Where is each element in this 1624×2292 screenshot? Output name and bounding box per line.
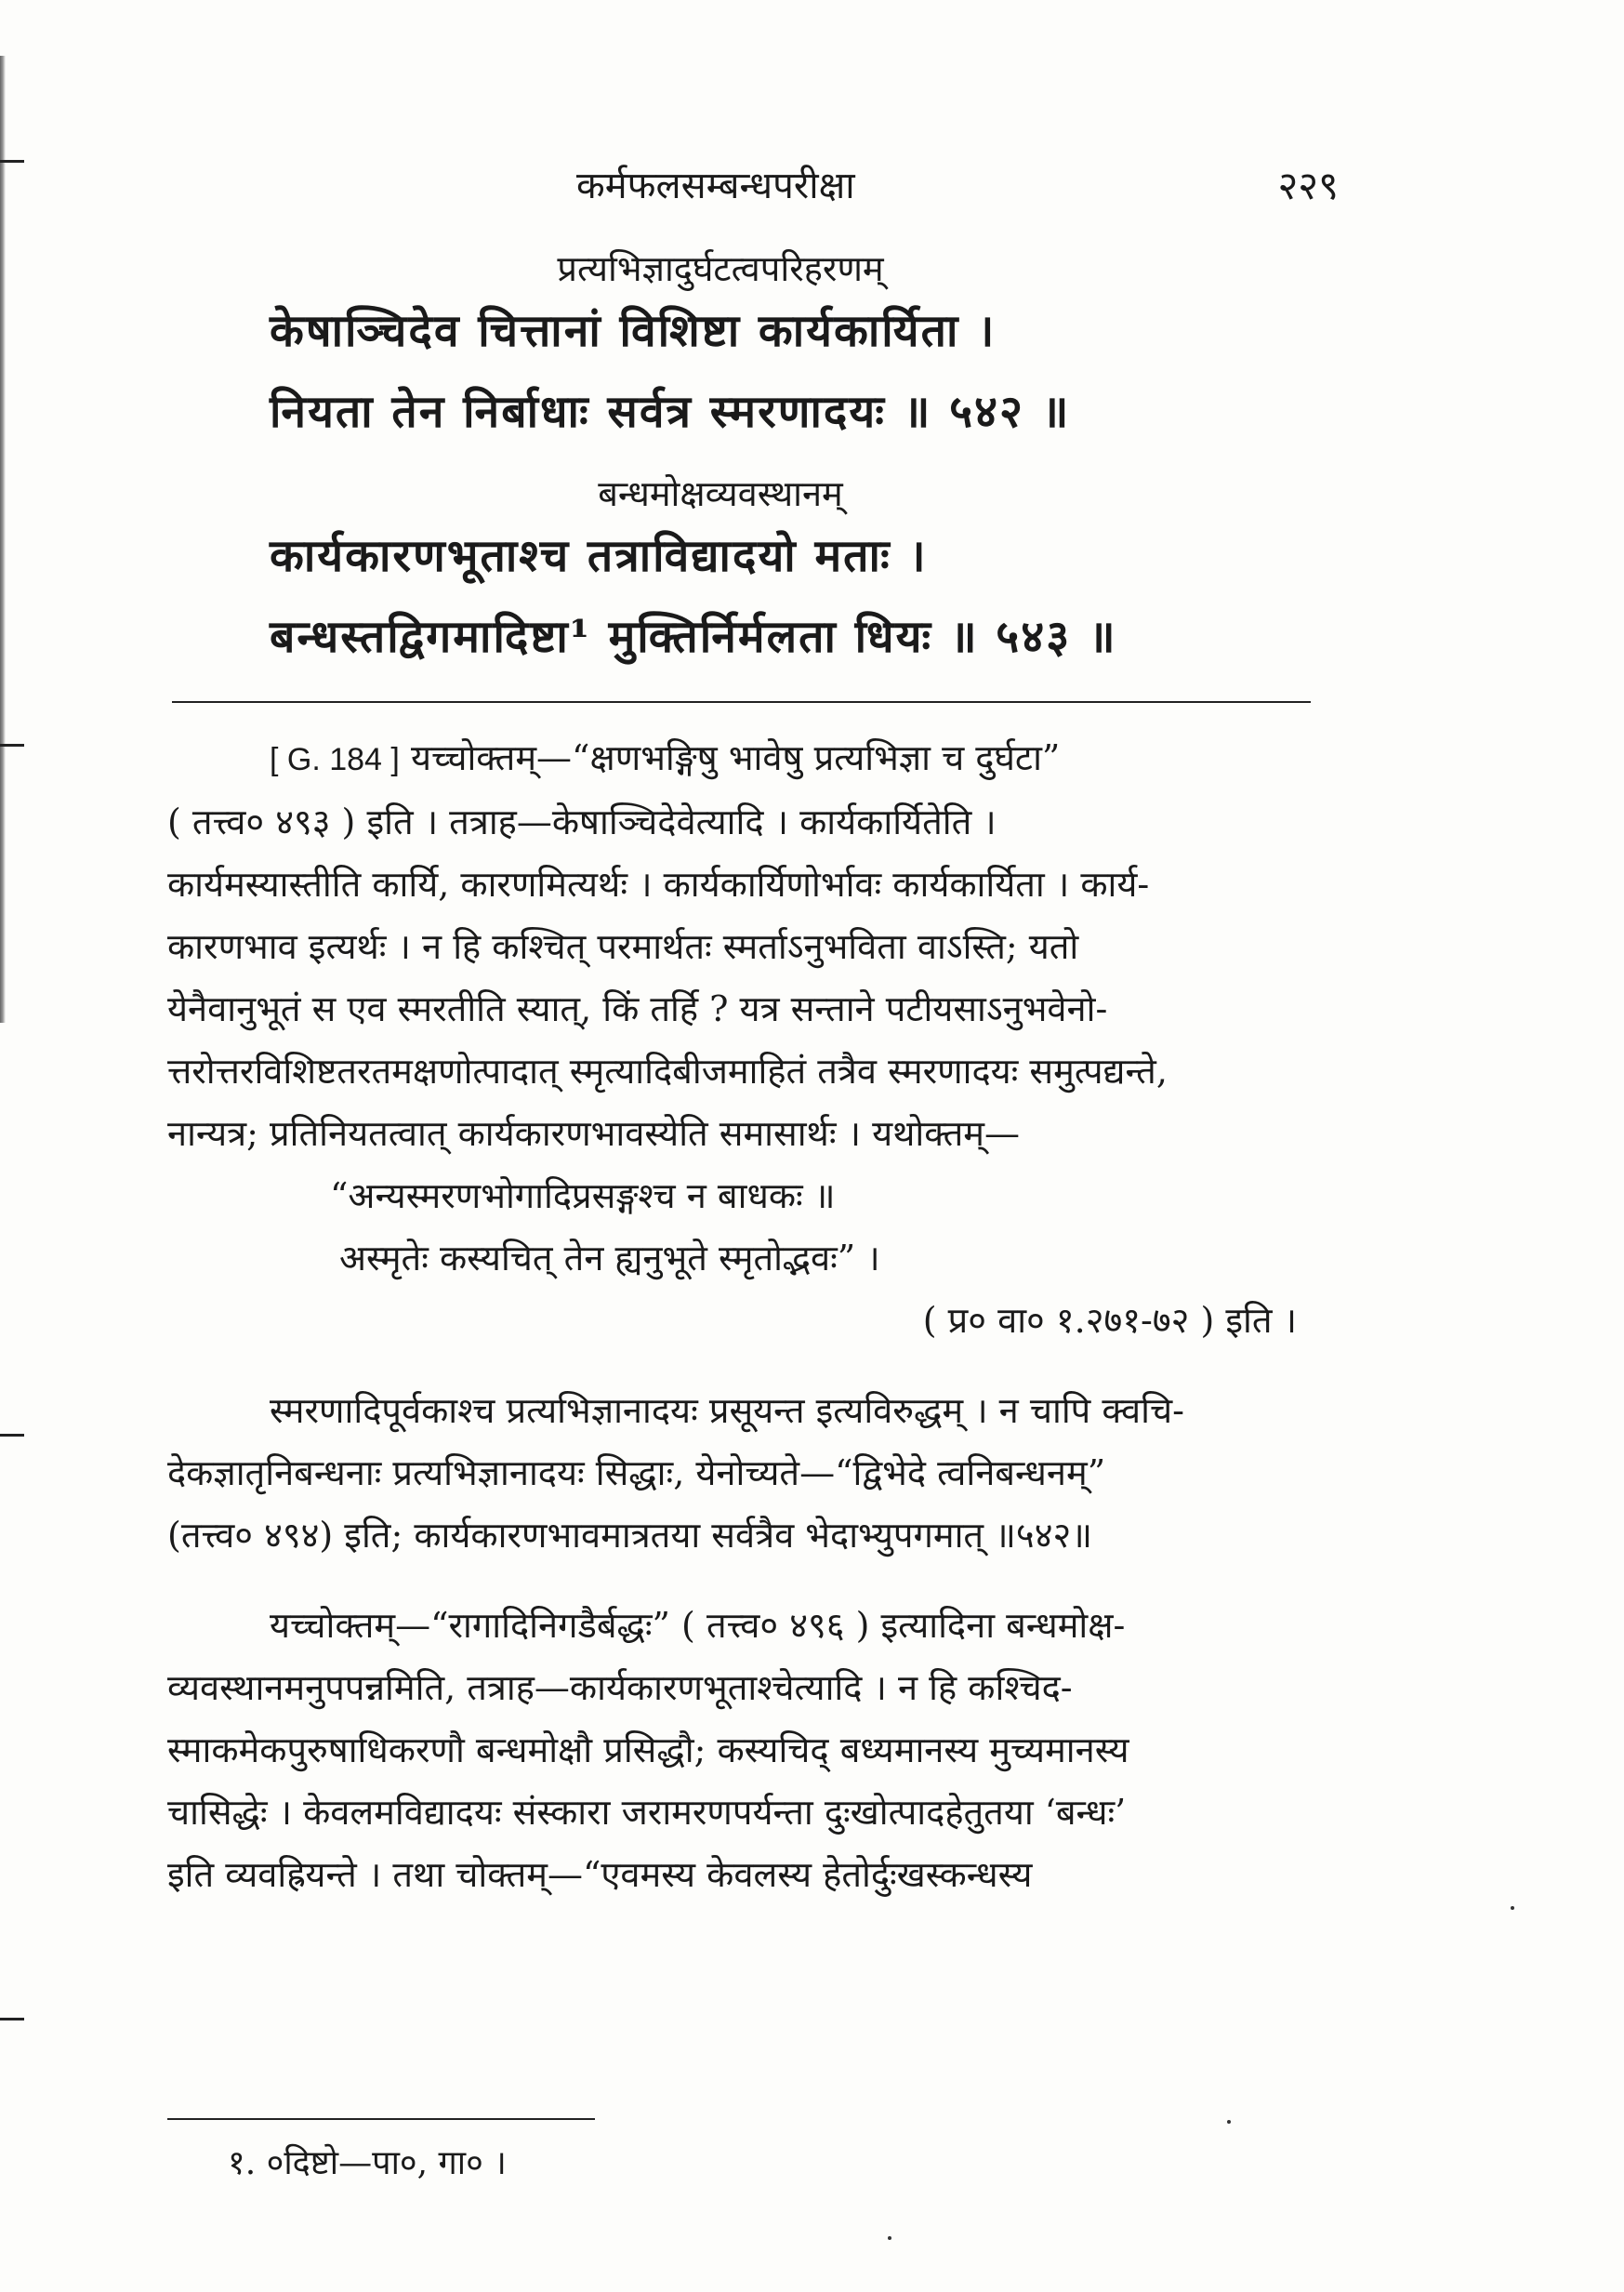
quoted-verse-line: अस्मृतेः कस्यचित् तेन ह्यनुभूते स्मृतोद्भवः” । [339,1238,880,1278]
commentary-line: ( तत्त्व० ४९३ ) इति । तत्राह—केषाञ्चिदेवेत्यादि । कार्यकार्यितेति । [167,802,997,842]
commentary-line: यच्चोक्तम्—“रागादिनिगडैर्बद्धः” ( तत्त्व० ४९६ ) इत्यादिना बन्धमोक्ष- [270,1605,1126,1646]
edge-mark [0,160,24,163]
footnote: १. ०दिष्टो—पा०, गा० । [228,2144,507,2182]
section-heading: प्रत्यभिज्ञादुर्घटत्वपरिहरणम् [557,248,884,289]
commentary-line: स्मरणादिपूर्वकाश्च प्रत्यभिज्ञानादयः प्रसूयन्त इत्यविरुद्धम् । न चापि क्वचि- [270,1390,1184,1431]
quote-source: ( प्र० वा० १.२७१-७२ ) इति । [922,1300,1297,1341]
verse-line: केषाञ्चिदेव चित्तानां विशिष्टा कार्यकार्यिता । [270,305,997,357]
footnote-divider [167,2118,595,2120]
manuscript-reference: [ G. 184 ] [270,742,400,777]
commentary-line: कार्यमस्यास्तीति कार्यि, कारणमित्यर्थः । कार्यकार्यिणोर्भावः कार्यकार्यिता । कार्य- [167,864,1150,905]
commentary-line: व्यवस्थानमनुपपन्नमिति, तत्राह—कार्यकारणभूताश्चेत्यादि । न हि कश्चिद- [167,1667,1073,1708]
verse-line: नियता तेन निर्बाधाः सर्वत्र स्मरणादयः ॥ ५४२ ॥ [270,386,1071,438]
verse-block [270,244,1301,686]
verse-line: कार्यकारणभूताश्च तत्राविद्यादयो मताः । [270,530,928,582]
commentary-line: स्माकमेकपुरुषाधिकरणौ बन्धमोक्षौ प्रसिद्धौ; कस्यचिद् बध्यमानस्य मुच्यमानस्य [167,1729,1129,1770]
edge-mark [0,744,24,747]
scan-speck [1227,2120,1231,2124]
commentary-line: त्तरोत्तरविशिष्टतरतमक्षणोत्पादात् स्मृत्यादिबीजमाहितं तत्रैव स्मरणादयः समुत्पद्यन्ते, [167,1051,1168,1092]
page-header [167,158,1339,214]
commentary-line: चासिद्धेः । केवलमविद्यादयः संस्कारा जरामरणपर्यन्ता दुःखोत्पादहेतुतया ‘बन्धः’ [167,1792,1127,1833]
verse-line: बन्धस्तद्विगमादिष्टा¹ मुक्तिर्निर्मलता धियः ॥ ५४३ ॥ [270,611,1117,663]
edge-mark [0,2018,24,2020]
scan-speck [888,2236,891,2240]
section-divider [172,701,1311,703]
edge-mark [0,1434,24,1437]
commentary-line: देकज्ञातृनिबन्धनाः प्रत्यभिज्ञानादयः सिद्धाः, येनोच्यते—“द्विभेदे त्वनिबन्धनम्” [167,1452,1106,1493]
page-number: २२९ [1277,163,1339,208]
commentary-line: येनैवानुभूतं स एव स्मरतीति स्यात्, किं तर्हि ? यत्र सन्ताने पटीयसाऽनुभवेनो- [167,988,1108,1029]
quoted-verse-line: “अन्यस्मरणभोगादिप्रसङ्गश्च न बाधकः ॥ [330,1175,836,1216]
commentary-line: (तत्त्व० ४९४) इति; कार्यकारणभावमात्रतया सर्वत्रैव भेदाभ्युपगमात् ॥५४२॥ [167,1515,1092,1556]
commentary-line: कारणभाव इत्यर्थः । न हि कश्चित् परमार्थतः स्मर्ताऽनुभविता वाऽस्ति; यतो [167,926,1079,967]
section-heading: बन्धमोक्षव्यवस्थानम् [598,473,843,514]
binding-edge [0,56,6,1023]
commentary-line: इति व्यवह्रियन्ते । तथा चोक्तम्—“एवमस्य केवलस्य हेतोर्दुःखस्कन्धस्य [167,1854,1033,1895]
commentary [167,727,1315,1906]
commentary-line: नान्यत्र; प्रतिनियतत्वात् कार्यकारणभावस्येति समासार्थः । यथोक्तम्— [167,1113,1020,1154]
running-title: कर्मफलसम्बन्धपरीक्षा [576,165,855,207]
commentary-line: [ G. 184 ] यच्चोक्तम्—“क्षणभङ्गिषु भावेषु प्रत्यभिज्ञा च दुर्घटा” [270,737,1061,778]
scan-speck [1511,1906,1514,1910]
